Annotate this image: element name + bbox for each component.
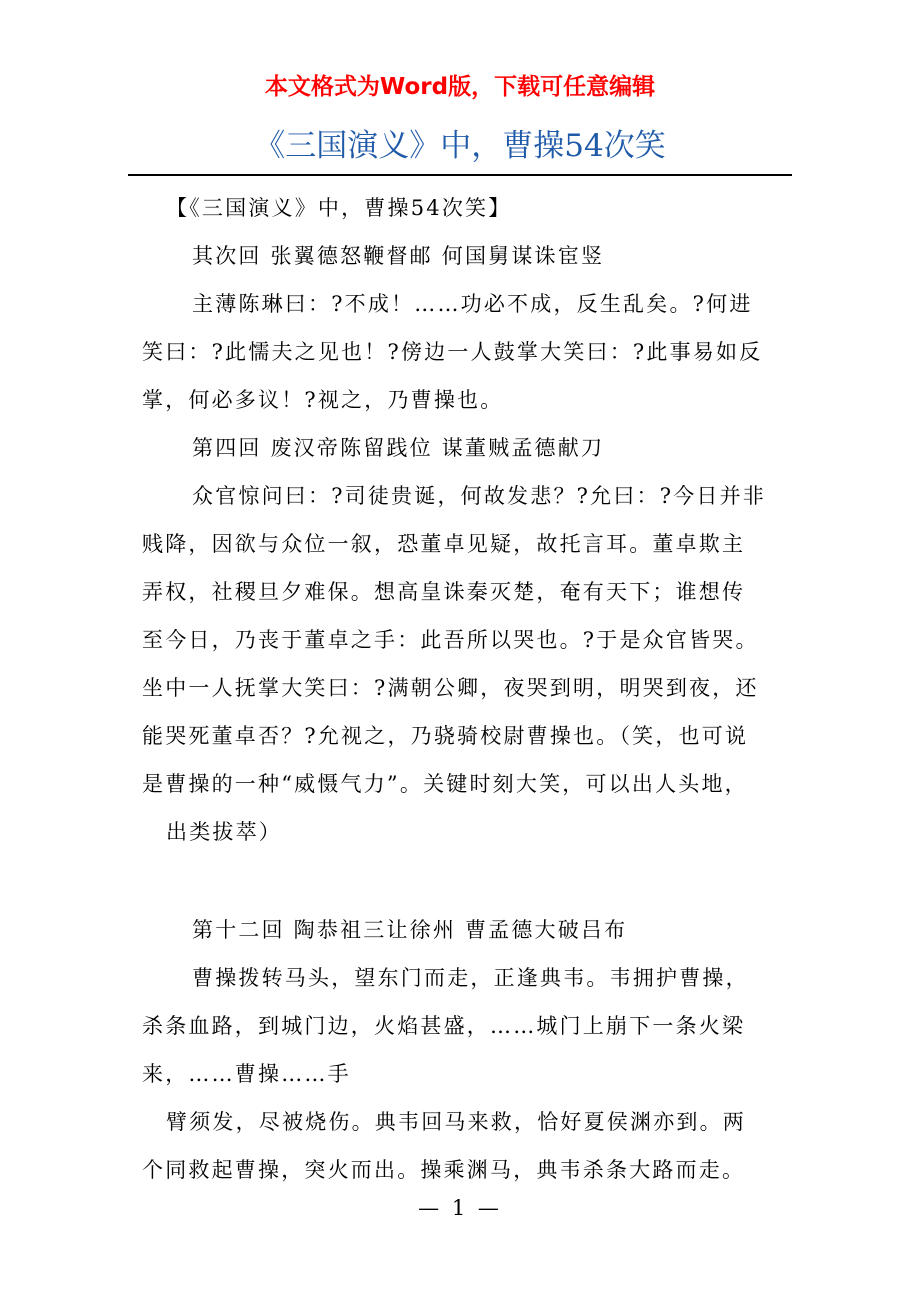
paragraph-line: 至今日，乃丧于董卓之手：此吾所以哭也。?于是众官皆哭。 (142, 628, 759, 652)
paragraph-line: 主薄陈琳曰：?不成！……功必不成，反生乱矣。?何进 (192, 292, 753, 316)
paragraph-line: 臂须发，尽被烧伤。典韦回马来救，恰好夏侯渊亦到。两 (166, 1110, 746, 1134)
document-title: 《三国演义》中，曹操54次笑 (254, 128, 666, 164)
paragraph-line: 贱降，因欲与众位一叙，恐董卓见疑，故托言耳。董卓欺主 (142, 532, 746, 556)
paragraph-line: 来，……曹操……手 (142, 1062, 351, 1086)
paragraph-line: 掌，何必多议！?视之，乃曹操也。 (142, 388, 504, 412)
download-notice: 本文格式为Word版，下载可任意编辑 (264, 74, 656, 100)
section-heading: 【《三国演义》中，曹操54次笑】 (166, 196, 512, 220)
paragraph-line: 杀条血路，到城门边，火焰甚盛，……城门上崩下一条火梁 (142, 1014, 746, 1038)
page-number: — 1 — (418, 1196, 502, 1220)
paragraph-line: 笑曰：?此懦夫之见也！?傍边一人鼓掌大笑曰：?此事易如反 (142, 340, 763, 364)
paragraph-gap (142, 856, 802, 906)
chapter-heading: 第十二回 陶恭祖三让徐州 曹孟德大破吕布 (192, 918, 628, 942)
paragraph-line: 个同救起曹操，突火而出。操乘渊马，典韦杀条大路而走。 (142, 1158, 746, 1182)
title-divider (128, 174, 792, 176)
paragraph-line: 曹操拨转马头，望东门而走，正逢典韦。韦拥护曹操， (192, 966, 749, 990)
paragraph-line: 坐中一人抚掌大笑曰：?满朝公卿，夜哭到明，明哭到夜，还 (142, 676, 759, 700)
paragraph-line: 出类拔萃） (166, 820, 282, 844)
paragraph-line: 众官惊问曰：?司徒贵诞，何故发悲？?允曰：?今日并非 (192, 484, 766, 508)
document-body (142, 184, 802, 1194)
chapter-heading: 其次回 张翼德怒鞭督邮 何国舅谋诛宦竖 (192, 244, 605, 268)
paragraph-line: 是曹操的一种“威慑气力”。关键时刻大笑，可以出人头地， (142, 772, 748, 796)
paragraph-line: 能哭死董卓否？?允视之，乃骁骑校尉曹操也。（笑，也可说 (142, 724, 749, 748)
paragraph-line: 弄权，社稷旦夕难保。想高皇诛秦灭楚，奄有天下；谁想传 (142, 580, 746, 604)
chapter-heading: 第四回 废汉帝陈留践位 谋董贼孟德献刀 (192, 436, 605, 460)
